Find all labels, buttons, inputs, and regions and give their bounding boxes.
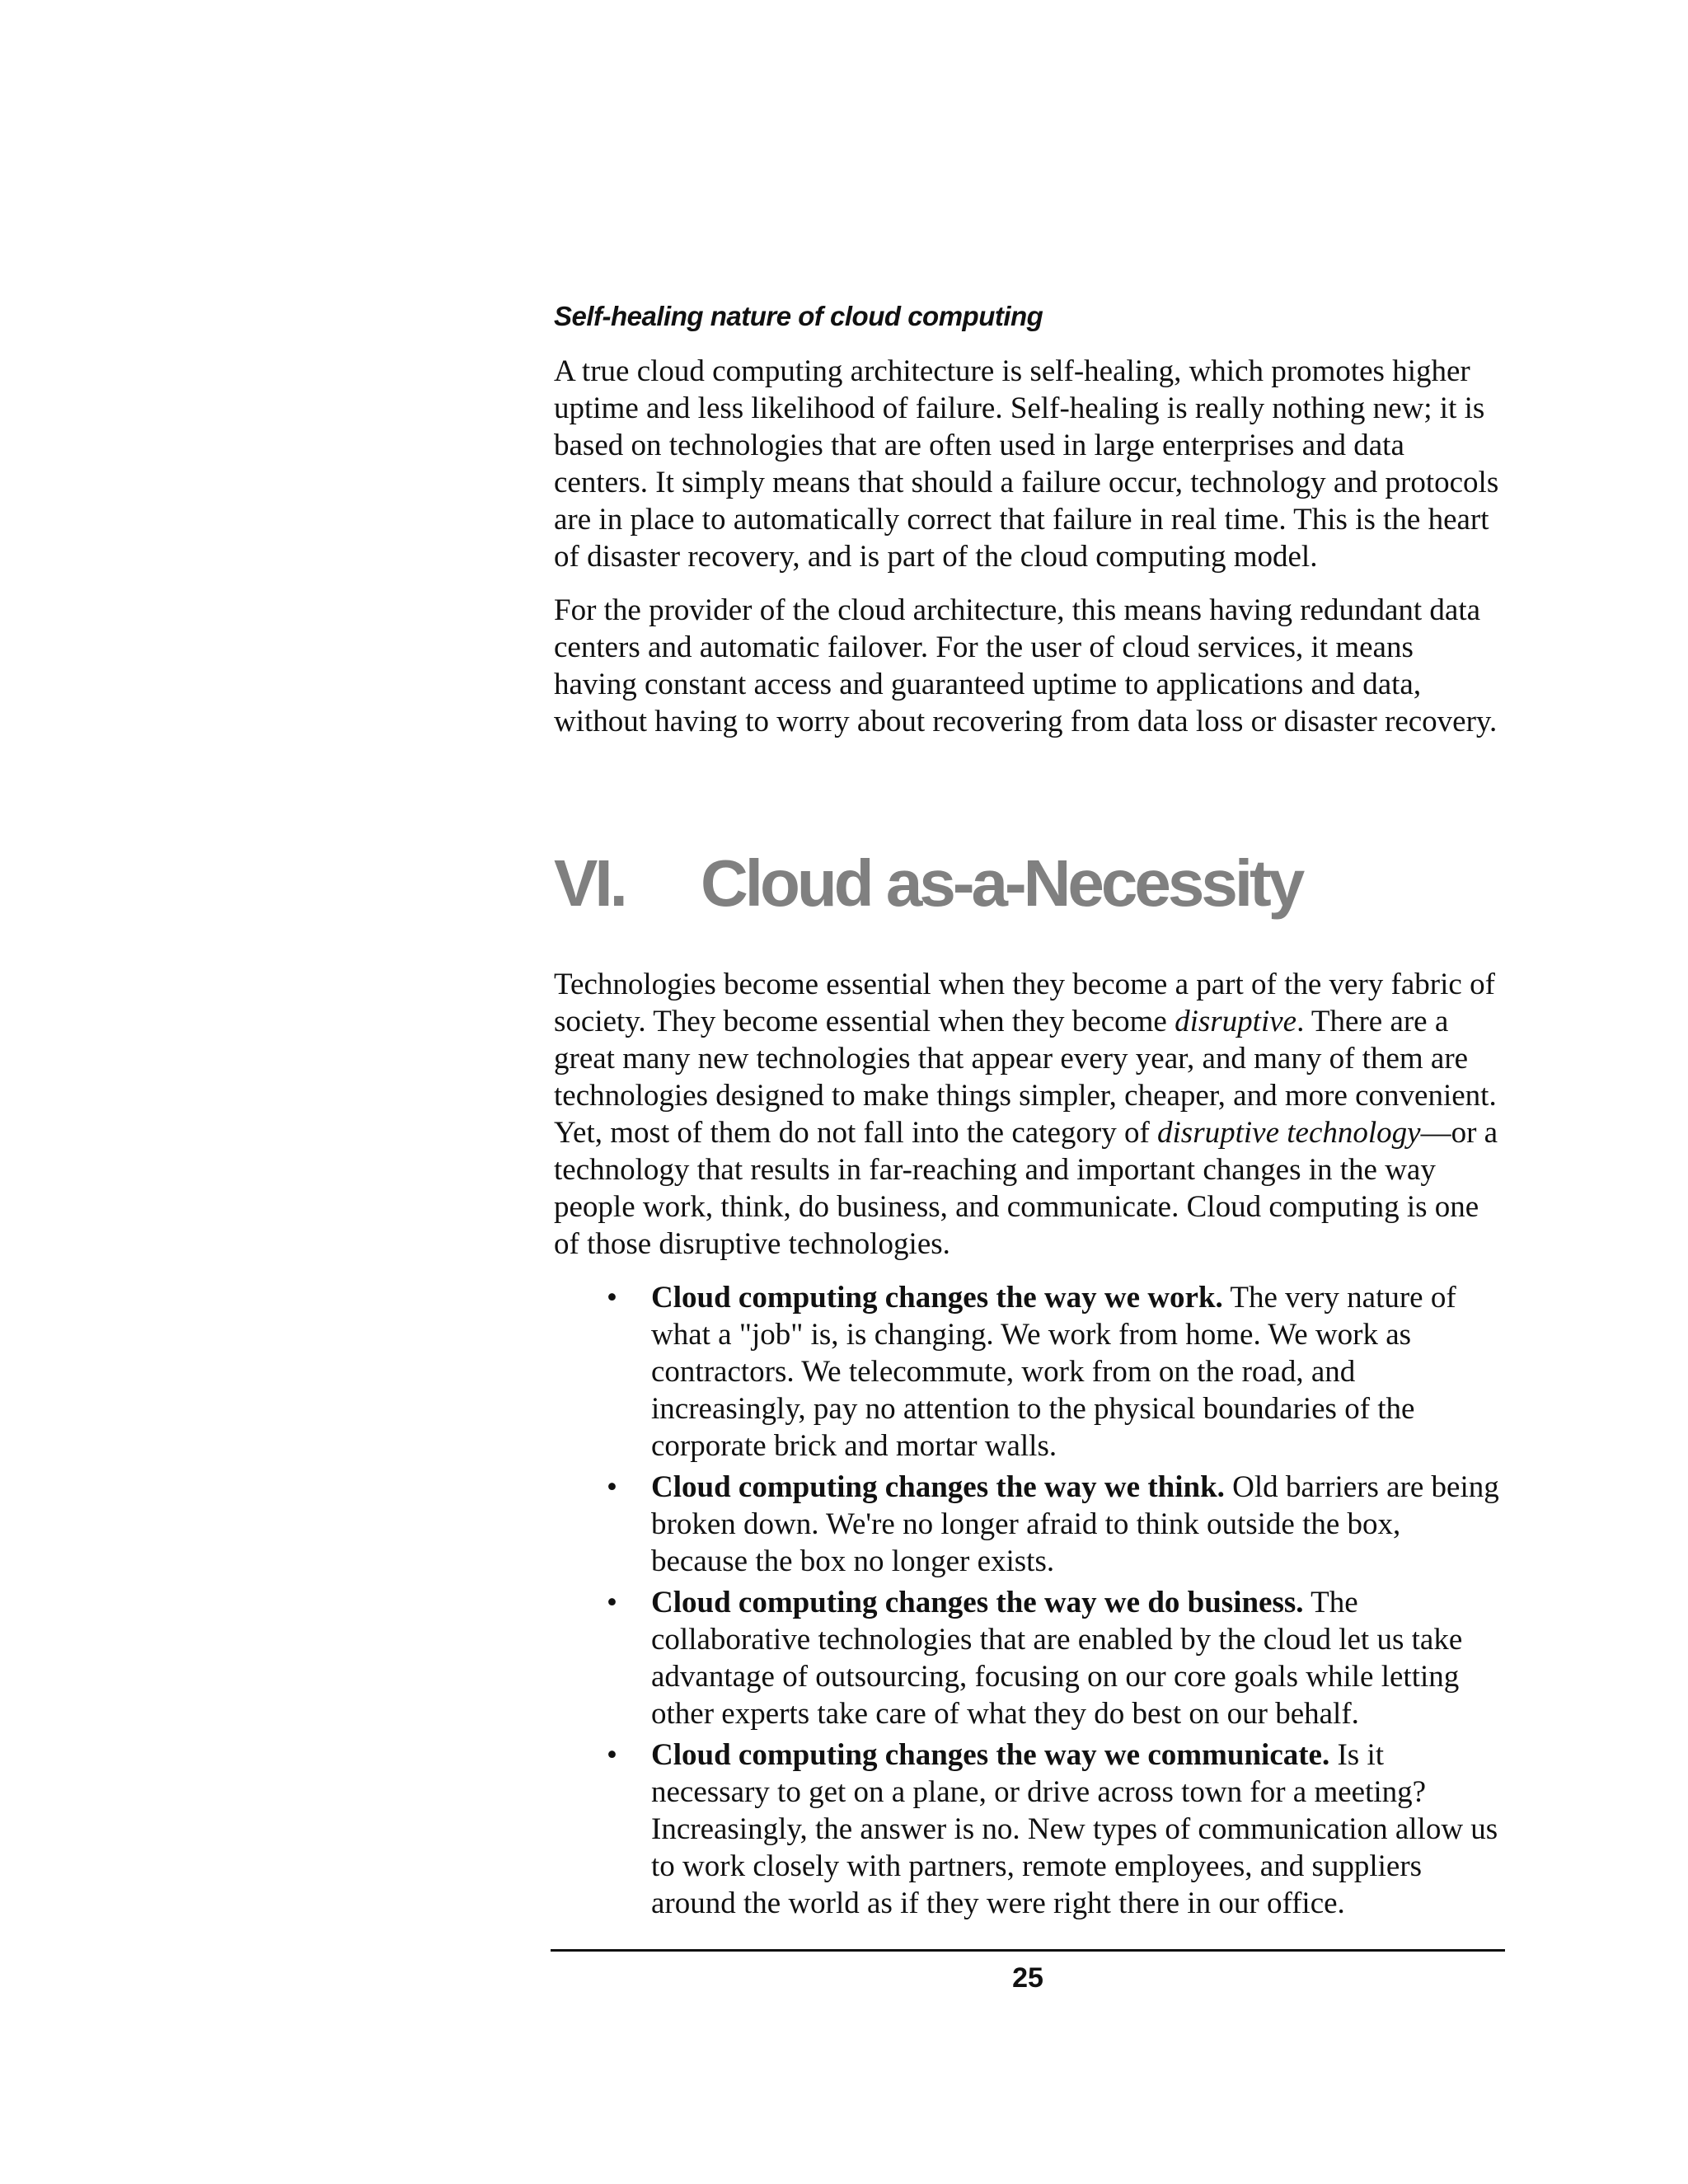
list-item: [554, 1469, 1503, 1580]
chapter-title-text: Cloud as-a-Necessity: [701, 846, 1302, 920]
section-cloud-necessity: [554, 966, 1503, 1926]
footer-rule: [551, 1949, 1505, 1952]
chapter-title: [554, 842, 1301, 925]
intro-text: Technologies become essential when they become a part of the very fabric of society. They become essential when they become: [554, 968, 1495, 1038]
bullet-icon: •: [607, 1470, 617, 1504]
intro-text: —or a technology that results in far-reaching and important changes in the way people work, think, do business, and communicate. Cloud computing is one of those disruptive technologies.: [554, 1116, 1498, 1261]
emphasis-disruptive-technology: disruptive technology: [1157, 1116, 1421, 1150]
paragraph: A true cloud computing architecture is self-healing, which promotes higher uptime and less likelihood of failure. Self-healing is really nothing new; it is based on technologies that are often used in large enterprises and data centers. It simply means that should a failure occur, technology and protocols are in place to automatically correct that failure in real time. This is the heart of disaster recovery, and is part of the cloud computing model.: [554, 354, 1499, 574]
paragraph: For the provider of the cloud architecture, this means having redundant data centers and automatic failover. For the user of cloud services, it means having constant access and guaranteed uptime to applications and data, without having to worry about recovering from data loss or disaster recovery.: [554, 593, 1498, 738]
list-item: [554, 1736, 1503, 1922]
chapter-number: VI.: [554, 846, 625, 920]
intro-text: . There are a great many new technologies that appear every year, and many of them are technologies designed to make things simpler, cheaper, and more convenient. Yet, most of them do not fall into the category of: [554, 1005, 1497, 1150]
section-self-healing: [554, 298, 1503, 740]
list-item-lead: Cloud computing changes the way we think.: [651, 1470, 1225, 1504]
list-item-lead: Cloud computing changes the way we communicate.: [651, 1738, 1330, 1772]
list-item-lead: Cloud computing changes the way we do business.: [651, 1586, 1304, 1619]
list-item-text: The very nature of what a "job" is, is changing. We work from home. We work as contractors. We telecommute, work from on the road, and increasingly, pay no attention to the physical boundaries of the corporate brick and mortar walls.: [651, 1281, 1456, 1463]
bullet-icon: •: [607, 1281, 617, 1315]
bullet-icon: •: [607, 1738, 617, 1772]
list-item-lead: Cloud computing changes the way we work.: [651, 1281, 1223, 1315]
bullet-icon: •: [607, 1586, 617, 1619]
list-item-text: The collaborative technologies that are enabled by the cloud let us take advantage of outsourcing, focusing on our core goals while letting other experts take care of what they do best on our behalf.: [651, 1586, 1463, 1731]
list-item-text: Is it necessary to get on a plane, or drive across town for a meeting? Increasingly, the answer is no. New types of communication allow us to work closely with partners, remote employees, and suppliers around the world as if they were right there in our office.: [651, 1738, 1498, 1920]
bullet-list: [554, 1279, 1503, 1922]
page-number: 25: [1012, 1962, 1043, 1994]
intro-paragraph: [554, 966, 1503, 1263]
list-item: [554, 1584, 1503, 1732]
list-item: [554, 1279, 1503, 1465]
emphasis-disruptive: disruptive: [1175, 1005, 1297, 1038]
list-item-text: Old barriers are being broken down. We're no longer afraid to think outside the box, because the box no longer exists.: [651, 1470, 1499, 1578]
section-heading: Self-healing nature of cloud computing: [554, 301, 1043, 331]
page-content: [554, 298, 1503, 1920]
